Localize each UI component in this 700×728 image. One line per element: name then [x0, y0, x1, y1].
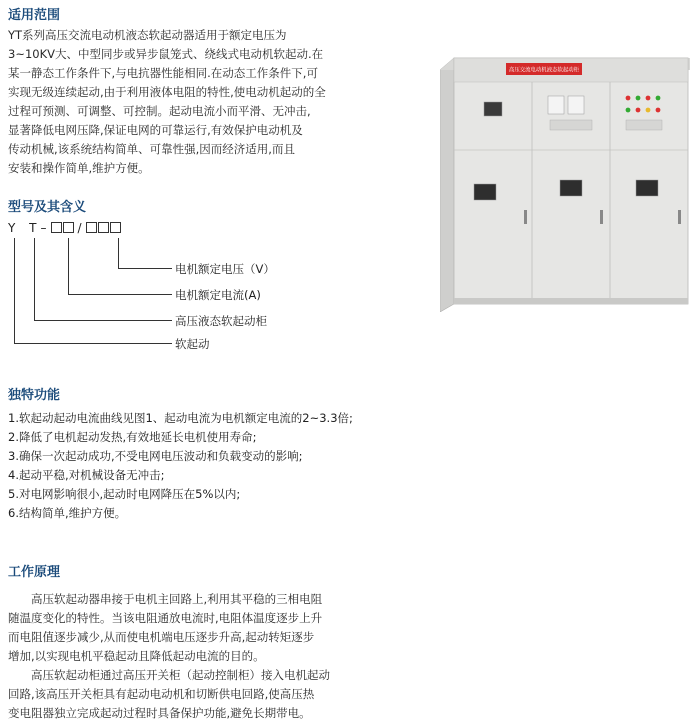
tree-line	[34, 320, 172, 321]
feature-item: 3.确保一次起动成功,不受电网电压波动和负载变动的影响;	[8, 449, 303, 463]
feature-item: 2.降低了电机起动发热,有效地延长电机使用寿命;	[8, 430, 257, 444]
principle-line: 变电阻器独立完成起动过程时具备保护功能,避免长期带电。	[8, 706, 311, 720]
scope-line: 安装和操作简单,维护方便。	[8, 161, 150, 175]
code-box	[86, 222, 97, 233]
principle-line: 高压软起动柜通过高压开关柜（起动控制柜）接入电机起动	[8, 668, 330, 682]
scope-line: 传动机械,该系统结构简单、可靠性强,因而经济适用,而且	[8, 142, 295, 156]
feature-item: 6.结构简单,维护方便。	[8, 506, 127, 520]
principle-paragraph	[8, 590, 330, 723]
tree-line	[34, 238, 35, 320]
tree-line	[118, 268, 172, 269]
model-label-softstart: 软起动	[175, 337, 210, 351]
model-code: Y T – /	[8, 221, 122, 235]
nameplate-text: 高压交流电动机液态软起动柜	[508, 67, 580, 74]
scope-line: 实现无级连续起动,由于利用液体电阻的特性,使电动机起动的全	[8, 85, 326, 99]
code-box	[110, 222, 121, 233]
scope-line: YT系列高压交流电动机液态软起动器适用于额定电压为	[8, 28, 287, 42]
feature-item: 1.软起动起动电流曲线见图1、起动电流为电机额定电流的2~3.3倍;	[8, 411, 353, 425]
scope-line: 显著降低电网压降,保证电网的可靠运行,有效保护电动机及	[8, 123, 303, 137]
feature-item: 5.对电网影响很小,起动时电网降压在5%以内;	[8, 487, 241, 501]
code-box	[63, 222, 74, 233]
principle-line: 随温度变化的特性。当该电阻通放电流时,电阻体温度逐步上升	[8, 611, 323, 625]
model-label-voltage: 电机额定电压（V）	[175, 262, 275, 276]
tree-line	[14, 238, 15, 343]
scope-line: 3~10KV大、中型同步或异步鼠笼式、绕线式电动机软起动.在	[8, 47, 324, 61]
model-code-y: Y	[8, 221, 17, 235]
model-code-t: T	[29, 221, 38, 235]
tree-line	[68, 238, 69, 294]
model-heading: 型号及其含义	[8, 200, 87, 215]
features-heading: 独特功能	[8, 388, 61, 403]
principle-heading: 工作原理	[8, 565, 61, 580]
principle-line: 回路,该高压开关柜具有起动电动机和切断供电回路,使高压热	[8, 687, 315, 701]
tree-line	[118, 238, 119, 268]
code-box	[51, 222, 62, 233]
feature-item: 4.起动平稳,对机械设备无冲击;	[8, 468, 165, 482]
principle-line: 而电阻值逐步减少,从而使电机端电压逐步升高,起动转矩逐步	[8, 630, 315, 644]
principle-line: 增加,以实现电机平稳起动且降低起动电流的目的。	[8, 649, 265, 663]
model-label-cabinet: 高压液态软起动柜	[175, 314, 267, 328]
features-list	[8, 409, 353, 523]
code-box	[98, 222, 109, 233]
scope-heading: 适用范围	[8, 8, 61, 23]
switchgear-cabinet-image	[440, 50, 690, 312]
scope-line: 某一静态工作条件下,与电抗器性能相同.在动态工作条件下,可	[8, 66, 318, 80]
tree-line	[14, 343, 172, 344]
model-label-current: 电机额定电流(A)	[175, 288, 261, 302]
scope-paragraph	[8, 26, 326, 178]
scope-line: 过程可预测、可调整、可控制。起动电流小而平滑、无冲击,	[8, 104, 311, 118]
tree-line	[68, 294, 172, 295]
principle-line: 高压软起动器串接于电机主回路上,利用其平稳的三相电阻	[8, 592, 323, 606]
